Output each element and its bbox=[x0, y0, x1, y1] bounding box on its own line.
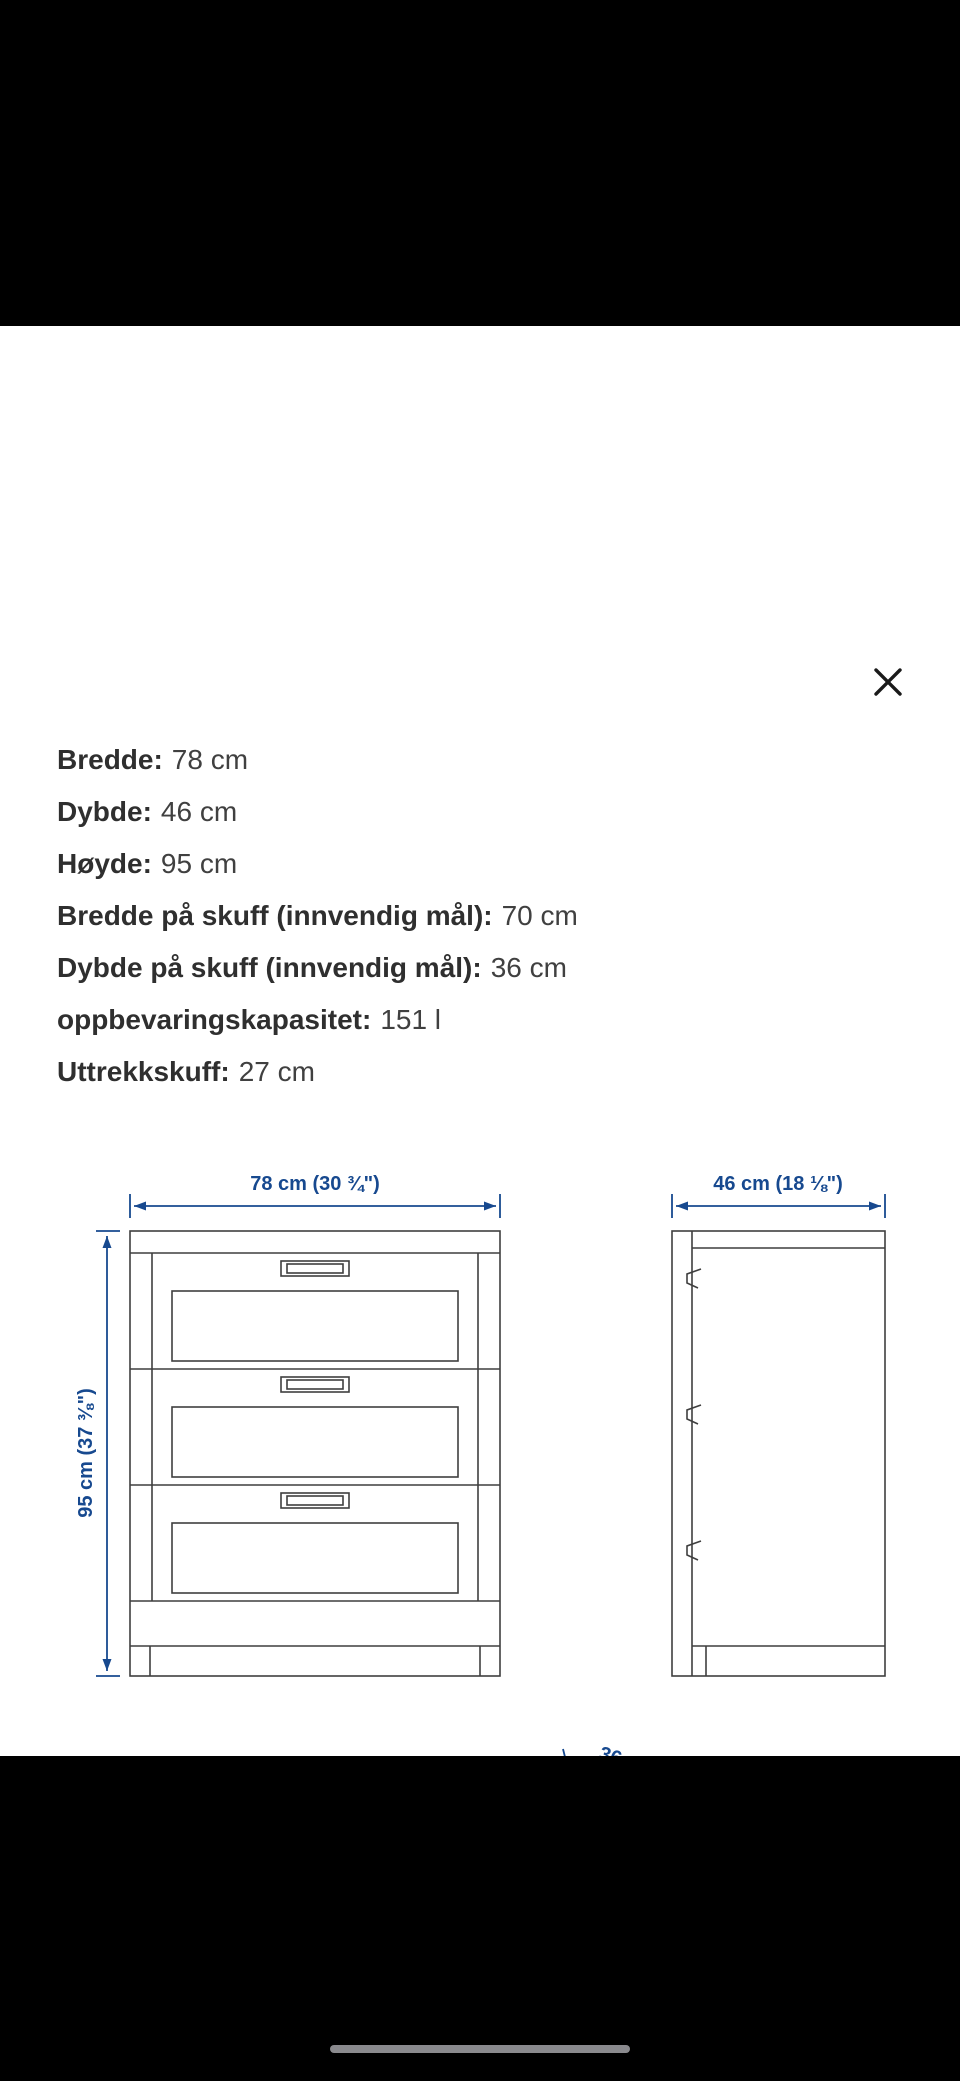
side-depth-dimension bbox=[672, 1173, 885, 1218]
spec-value: 70 cm bbox=[501, 900, 578, 931]
spec-label: oppbevaringskapasitet: bbox=[57, 1004, 372, 1035]
side-view-drawing bbox=[672, 1173, 885, 1676]
spec-line-dybde-skuff bbox=[57, 942, 917, 994]
front-height-dimension-label: 95 cm (37 ⅜") bbox=[75, 1388, 97, 1518]
spec-value: 36 cm bbox=[490, 952, 567, 983]
close-button[interactable] bbox=[862, 656, 914, 708]
spec-value: 46 cm bbox=[160, 796, 238, 827]
spec-label: Høyde: bbox=[57, 848, 152, 879]
front-width-dimension-label: 78 cm (30 ¾") bbox=[250, 1173, 380, 1195]
spec-value: 95 cm bbox=[160, 848, 238, 879]
spec-line-bredde-skuff bbox=[57, 890, 917, 942]
chest-side-outline bbox=[672, 1231, 885, 1676]
home-indicator[interactable] bbox=[330, 2045, 630, 2053]
spec-label: Dybde på skuff (innvendig mål): bbox=[57, 952, 482, 983]
side-depth-dimension-label: 46 cm (18 ⅛") bbox=[713, 1173, 843, 1195]
spec-label: Bredde: bbox=[57, 744, 163, 775]
front-height-dimension bbox=[75, 1231, 120, 1676]
close-icon bbox=[871, 665, 905, 699]
spec-list bbox=[57, 734, 917, 1098]
spec-value: 151 l bbox=[380, 1004, 442, 1035]
spec-label: Dybde: bbox=[57, 796, 152, 827]
spec-line-uttrekk bbox=[57, 1046, 917, 1098]
spec-value: 27 cm bbox=[238, 1056, 315, 1087]
spec-line-hoyde bbox=[57, 838, 917, 890]
front-view-drawing bbox=[75, 1173, 500, 1676]
spec-line-kapasitet bbox=[57, 994, 917, 1046]
spec-label: Uttrekkskuff: bbox=[57, 1056, 230, 1087]
spec-value: 78 cm bbox=[171, 744, 249, 775]
spec-line-bredde bbox=[57, 734, 917, 786]
chest-front-outline bbox=[130, 1231, 500, 1676]
spec-label: Bredde på skuff (innvendig mål): bbox=[57, 900, 493, 931]
measurement-sheet bbox=[0, 326, 960, 1756]
bottom-black-area bbox=[0, 1756, 960, 2081]
top-black-area bbox=[0, 0, 960, 326]
spec-line-dybde bbox=[57, 786, 917, 838]
front-width-dimension bbox=[130, 1173, 500, 1218]
